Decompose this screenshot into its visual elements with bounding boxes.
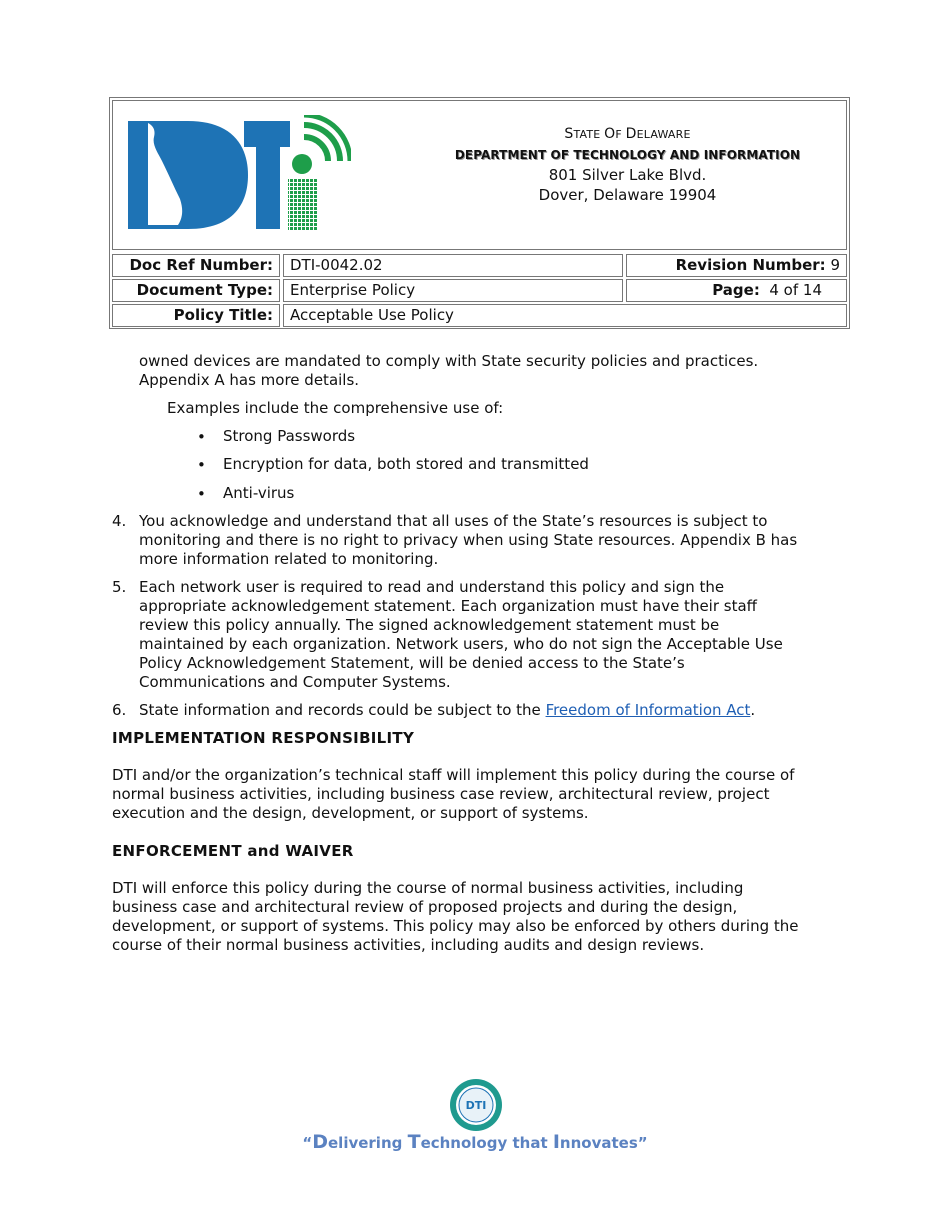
- implementation-line: execution and the design, development, or support of systems.: [112, 804, 589, 822]
- item-5-line: review this policy annually. The signed acknowledgement statement must be: [139, 616, 720, 634]
- item-4-line: more information related to monitoring.: [139, 550, 439, 568]
- item-5-line: Each network user is required to read and understand this policy and sign the: [139, 578, 725, 596]
- foia-link[interactable]: Freedom of Information Act: [545, 701, 751, 719]
- policy-title-label: Policy Title:: [112, 304, 280, 327]
- item-5-line: Communications and Computer Systems.: [139, 673, 451, 691]
- item-5-line: appropriate acknowledgement statement. Each organization must have their staff: [139, 597, 758, 615]
- revision-value: 9: [830, 256, 840, 274]
- item-6-text: State information and records could be subject to the: [139, 701, 546, 719]
- dti-logo-grid: [288, 179, 318, 231]
- dti-seal-logo: [449, 1078, 503, 1132]
- policy-title-value: Acceptable Use Policy: [283, 304, 847, 327]
- revision-label: Revision Number:: [675, 256, 826, 274]
- item-4-line: You acknowledge and understand that all uses of the State’s resources is subject to: [139, 512, 768, 530]
- page-value: 4 of 14: [769, 281, 822, 299]
- enforcement-heading: ENFORCEMENT and WAIVER: [112, 842, 354, 860]
- item-5-number: 5.: [112, 578, 127, 596]
- bullet-dot-icon: •: [197, 428, 206, 446]
- item-6-number: 6.: [112, 701, 127, 719]
- enforcement-line: development, or support of systems. This policy may also be enforced by others during the: [112, 917, 799, 935]
- item-4-number: 4.: [112, 512, 127, 530]
- page-cell: [626, 279, 847, 302]
- enforcement-line: DTI will enforce this policy during the course of normal business activities, including: [112, 879, 744, 897]
- enforcement-line: business case and architectural review of proposed projects and during the design,: [112, 898, 738, 916]
- agency-address: [440, 124, 815, 205]
- dti-logo-i-dot: [292, 154, 312, 174]
- continuation-line-1: owned devices are mandated to comply with State security policies and practices.: [139, 352, 759, 370]
- bullet-dot-icon: •: [197, 456, 206, 474]
- address-line-2: Dover, Delaware 19904: [538, 186, 717, 204]
- dti-logo-t-stem: [256, 121, 280, 229]
- implementation-line: normal business activities, including business case review, architectural review, project: [112, 785, 770, 803]
- doc-type-value: Enterprise Policy: [283, 279, 623, 302]
- continuation-line-2: Appendix A has more details.: [139, 371, 360, 389]
- implementation-line: DTI and/or the organization’s technical staff will implement this policy during the course of: [112, 766, 795, 784]
- bullet-dot-icon: •: [197, 485, 206, 503]
- seal-text: DTI: [465, 1099, 487, 1112]
- doc-ref-value: DTI-0042.02: [283, 254, 623, 277]
- state-name: STATE OF DELAWARE: [564, 126, 691, 142]
- item-5-line: maintained by each organization. Network users, who do not sign the Acceptable Use: [139, 635, 783, 653]
- doc-type-label: Document Type:: [112, 279, 280, 302]
- doc-ref-label: Doc Ref Number:: [112, 254, 280, 277]
- dti-logo: [126, 115, 351, 233]
- enforcement-line: course of their normal business activities, including audits and design reviews.: [112, 936, 705, 954]
- item-6-line: [139, 701, 755, 720]
- item-5-line: Policy Acknowledgement Statement, will be denied access to the State’s: [139, 654, 685, 672]
- revision-number-cell: [626, 254, 847, 277]
- examples-intro: Examples include the comprehensive use of:: [167, 399, 504, 417]
- page-label: Page:: [712, 281, 760, 299]
- dti-logo-d: [128, 121, 248, 229]
- item-4-line: monitoring and there is no right to privacy when using State resources. Appendix B has: [139, 531, 798, 549]
- bullet-item: Anti-virus: [223, 484, 295, 502]
- bullet-item: Strong Passwords: [223, 427, 356, 445]
- department-name: DEPARTMENT OF TECHNOLOGY AND INFORMATION: [454, 148, 801, 162]
- address-line-1: 801 Silver Lake Blvd.: [548, 166, 707, 184]
- tagline: “Delivering Technology that Innovates”: [302, 1131, 648, 1153]
- item-6-period: .: [750, 701, 756, 719]
- implementation-heading: IMPLEMENTATION RESPONSIBILITY: [112, 729, 415, 747]
- bullet-item: Encryption for data, both stored and transmitted: [223, 455, 589, 473]
